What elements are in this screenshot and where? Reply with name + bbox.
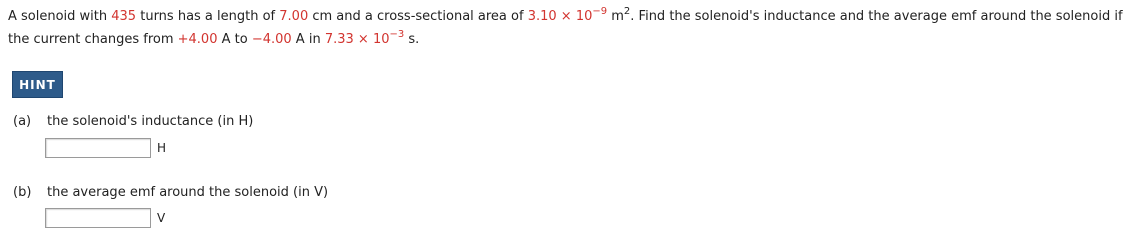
part-b-prompt: the average emf around the solenoid (in V) xyxy=(47,185,329,200)
time-exponent: −3 xyxy=(389,29,405,40)
part-a-letter: (a) xyxy=(13,114,32,129)
area-exponent: −9 xyxy=(592,6,608,17)
problem-text: s. xyxy=(404,32,420,47)
part-b-letter: (b) xyxy=(13,185,32,200)
area-unit-exponent: 2 xyxy=(623,6,631,17)
length-value: 7.00 xyxy=(279,9,309,24)
time-value xyxy=(324,29,405,47)
area-unit: m xyxy=(607,9,624,24)
area-mantissa: 3.10 xyxy=(527,9,557,24)
area-value xyxy=(527,6,608,24)
time-times: × 10 xyxy=(353,32,390,47)
problem-text: A solenoid with xyxy=(8,9,112,24)
part-b-answer-input[interactable] xyxy=(45,208,151,228)
hint-button[interactable]: HINT xyxy=(12,71,63,98)
area-times: × 10 xyxy=(556,9,593,24)
problem-text: turns has a length of xyxy=(136,9,280,24)
problem-text: A to xyxy=(217,32,252,47)
current-final-value: −4.00 xyxy=(251,32,292,47)
problem-line-2 xyxy=(8,28,1138,51)
time-mantissa: 7.33 xyxy=(324,32,354,47)
part-b-label xyxy=(13,185,328,200)
problem-text: the current changes from xyxy=(8,32,178,47)
current-initial-value: +4.00 xyxy=(177,32,218,47)
problem-statement xyxy=(8,0,1138,51)
problem-text: A in xyxy=(291,32,325,47)
part-a-answer-input[interactable] xyxy=(45,138,151,158)
part-a-prompt: the solenoid's inductance (in H) xyxy=(47,114,254,129)
part-a-unit: H xyxy=(157,141,167,155)
problem-text: . Find the solenoid's inductance and the average emf around the solenoid if xyxy=(630,9,1123,24)
problem-text: cm and a cross-sectional area of xyxy=(308,9,528,24)
part-a-label xyxy=(13,114,253,129)
part-b-unit: V xyxy=(157,211,166,225)
turns-value: 435 xyxy=(111,9,137,24)
problem-line-1 xyxy=(8,0,1138,28)
